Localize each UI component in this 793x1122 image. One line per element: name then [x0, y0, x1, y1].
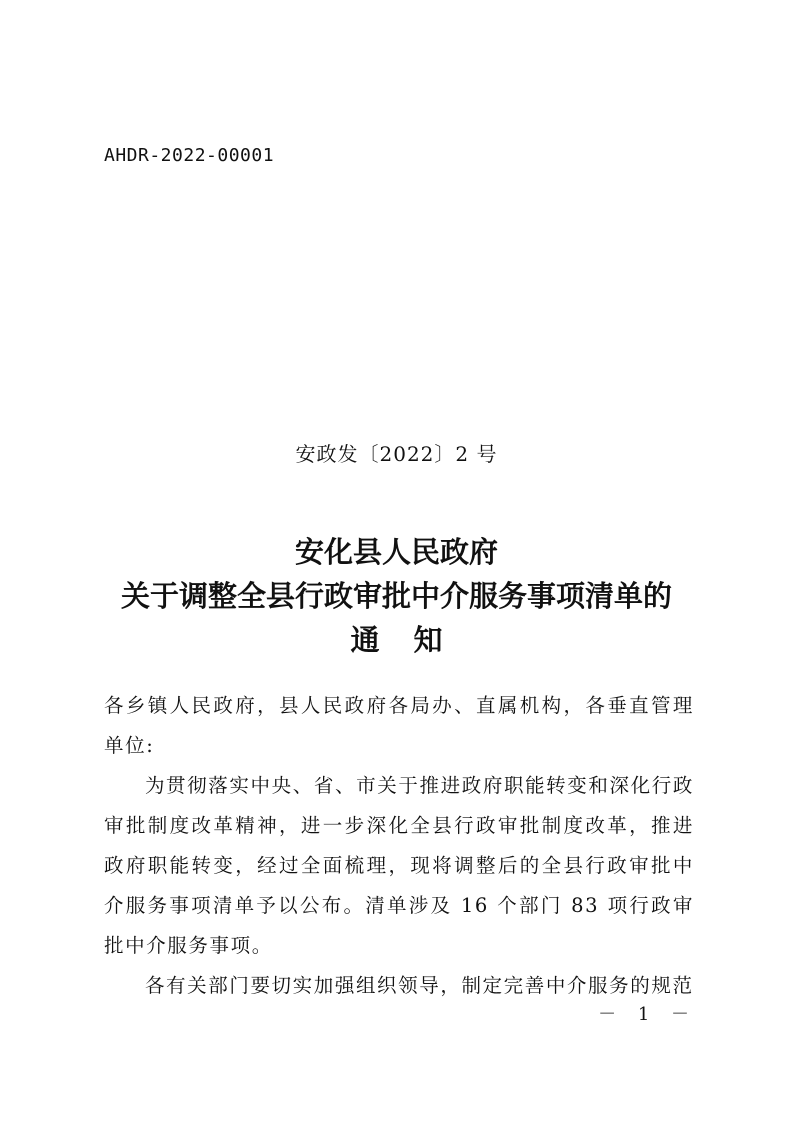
title-line-3: 通知	[350, 623, 477, 657]
document-code: AHDR-2022-00001	[104, 145, 275, 166]
document-body	[104, 686, 694, 1006]
salutation: 各乡镇人民政府，县人民政府各局办、直属机构，各垂直管理单位:	[104, 694, 694, 757]
issue-number: 安政发〔2022〕2 号	[295, 442, 498, 466]
paragraph-2: 各有关部门要切实加强组织领导，制定完善中介服务的规范	[144, 974, 694, 997]
title-line-1: 安化县人民政府	[294, 535, 498, 569]
page-number: － 1 －	[598, 1004, 697, 1025]
title-line-2: 关于调整全县行政审批中介服务事项清单的	[120, 579, 672, 613]
paragraph-1: 为贯彻落实中央、省、市关于推进政府职能转变和深化行政审批制度改革精神，进一步深化全县行政审批制度改革，推进政府职能转变，经过全面梳理，现将调整后的全县行政审批中介服务事项清单予以公布。清单涉及 16 个部门 83 项行政审批中介服务事项。	[104, 774, 694, 957]
document-title	[0, 530, 793, 662]
